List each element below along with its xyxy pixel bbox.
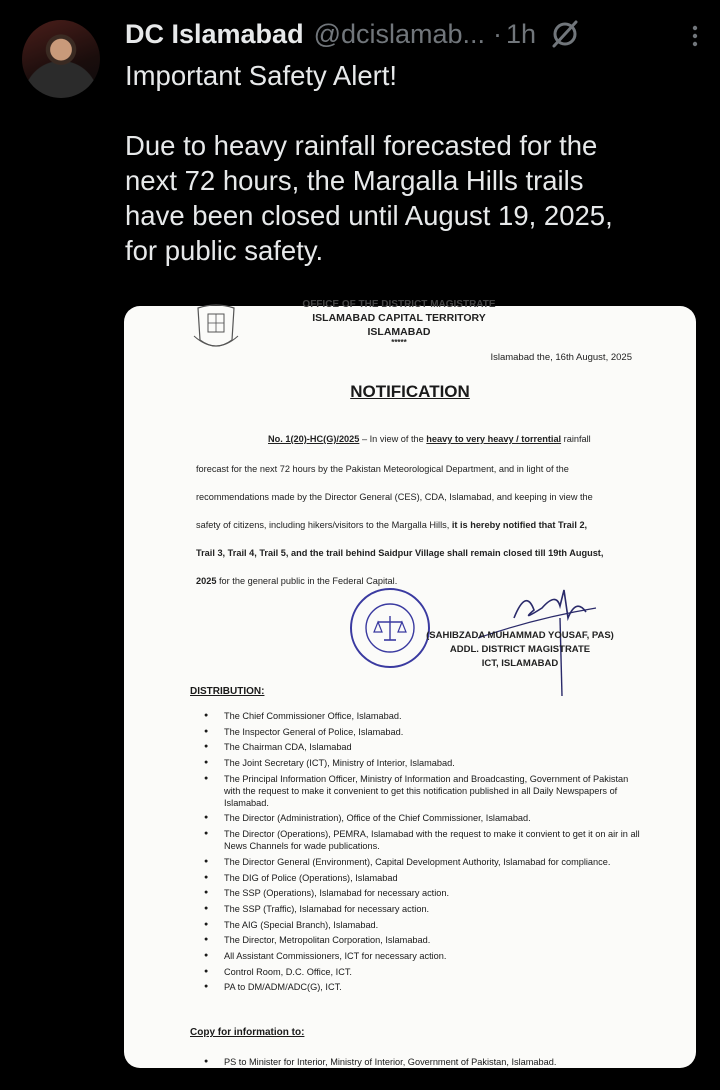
body-line — [196, 434, 660, 444]
list-item: ● All Assistant Commissioners, ICT for necessary action. — [204, 950, 644, 962]
copy-list — [204, 1056, 644, 1068]
list-item: ● The AIG (Special Branch), Islamabad. — [204, 919, 644, 931]
body-text: – In view of the — [359, 434, 427, 444]
separator-dot: · — [493, 18, 503, 49]
list-item: ● The DIG of Police (Operations), Islamabad — [204, 872, 644, 884]
notification-title-text: NOTIFICATION — [350, 382, 470, 401]
city-heading: ISLAMABAD — [367, 326, 431, 338]
office-heading: OFFICE OF THE DISTRICT MAGISTRATE — [302, 299, 496, 310]
more-vertical-icon[interactable] — [690, 20, 700, 50]
list-item: ● Control Room, D.C. Office, ICT. — [204, 966, 644, 978]
signatory-name: (SAHIBZADA MUHAMMAD YOUSAF, PAS) — [426, 630, 614, 641]
attached-image[interactable] — [124, 299, 696, 1068]
tweet-line: next 72 hours, the Margalla Hills trails — [125, 165, 584, 196]
body-emphasis: heavy to very heavy / torrential — [426, 434, 562, 444]
list-item: ● The Chairman CDA, Islamabad — [204, 741, 644, 753]
list-item: ● The Chief Commissioner Office, Islamabad. — [204, 710, 644, 722]
body-text: for the general public in the Federal Capital. — [216, 576, 398, 586]
body-line: forecast for the next 72 hours by the Pakistan Meteorological Department, and in light of the — [196, 464, 569, 474]
list-item: ● The Inspector General of Police, Islamabad. — [204, 726, 644, 738]
body-emphasis: 2025 — [196, 576, 217, 586]
list-item: ● The Director General (Environment), Capital Development Authority, Islamabad for compliance. — [204, 856, 644, 868]
avatar[interactable] — [22, 20, 100, 98]
signatory-place: ICT, ISLAMABAD — [481, 658, 559, 669]
display-name[interactable]: DC Islamabad — [125, 18, 304, 49]
tweet-line: for public safety. — [125, 235, 324, 266]
body-line — [196, 520, 660, 530]
tweet-line: have been closed until August 19, 2025, — [125, 200, 613, 231]
signatory-title: ADDL. DISTRICT MAGISTRATE — [449, 644, 591, 655]
user-handle[interactable]: @dcislamab... — [313, 18, 486, 49]
notification-date: Islamabad the, 16th August, 2025 — [490, 352, 632, 363]
reference-number: No. 1(20)-HC(G)/2025 — [268, 434, 360, 444]
body-text: rainfall — [561, 434, 591, 444]
tweet-line: Due to heavy rainfall forecasted for the — [125, 130, 598, 161]
body-line: Trail 3, Trail 4, Trail 5, and the trail behind Saidpur Village shall remain closed till 19th August, — [196, 548, 604, 558]
list-item: ● The Director (Operations), PEMRA, Islamabad with the request to make it convient to get it on air in all News Channels for wade publications. — [204, 828, 644, 852]
tweet-body — [125, 58, 700, 268]
body-line: recommendations made by the Director General (CES), CDA, Islamabad, and keeping in view the — [196, 492, 593, 502]
copy-heading: Copy for information to: — [190, 1027, 305, 1038]
list-item: ● PA to DM/ADM/ADC(G), ICT. — [204, 981, 644, 993]
stars-divider: ***** — [391, 338, 407, 347]
territory-heading: ISLAMABAD CAPITAL TERRITORY — [312, 312, 486, 324]
tweet-header — [125, 14, 700, 54]
body-emphasis: it is hereby notified that Trail 2, — [451, 520, 588, 530]
distribution-heading: DISTRIBUTION: — [190, 686, 265, 697]
list-item: ● The Principal Information Officer, Ministry of Information and Broadcasting, Government of Pakistan with the request to make it convenient to get this notification published in all Daily Newspapers of Islamabad. — [204, 773, 644, 809]
state-emblem-icon — [188, 306, 244, 352]
list-item: ● The Joint Secretary (ICT), Ministry of Interior, Islamabad. — [204, 757, 644, 769]
distribution-list — [204, 710, 644, 997]
list-item: ● The Director, Metropolitan Corporation, Islamabad. — [204, 934, 644, 946]
list-item: ● PS to Minister for Interior, Ministry of Interior, Government of Pakistan, Islamabad. — [204, 1056, 644, 1068]
notification-title — [124, 382, 696, 402]
list-item: ● The SSP (Traffic), Islamabad for necessary action. — [204, 903, 644, 915]
grok-icon[interactable] — [550, 19, 580, 49]
body-text: safety of citizens, including hikers/visitors to the Margalla Hills, — [196, 520, 452, 530]
list-item: ● The Director (Administration), Office of the Chief Commissioner, Islamabad. — [204, 812, 644, 824]
list-item: ● The SSP (Operations), Islamabad for necessary action. — [204, 887, 644, 899]
post-time[interactable]: 1h — [506, 18, 537, 49]
tweet-line: Important Safety Alert! — [125, 60, 398, 91]
